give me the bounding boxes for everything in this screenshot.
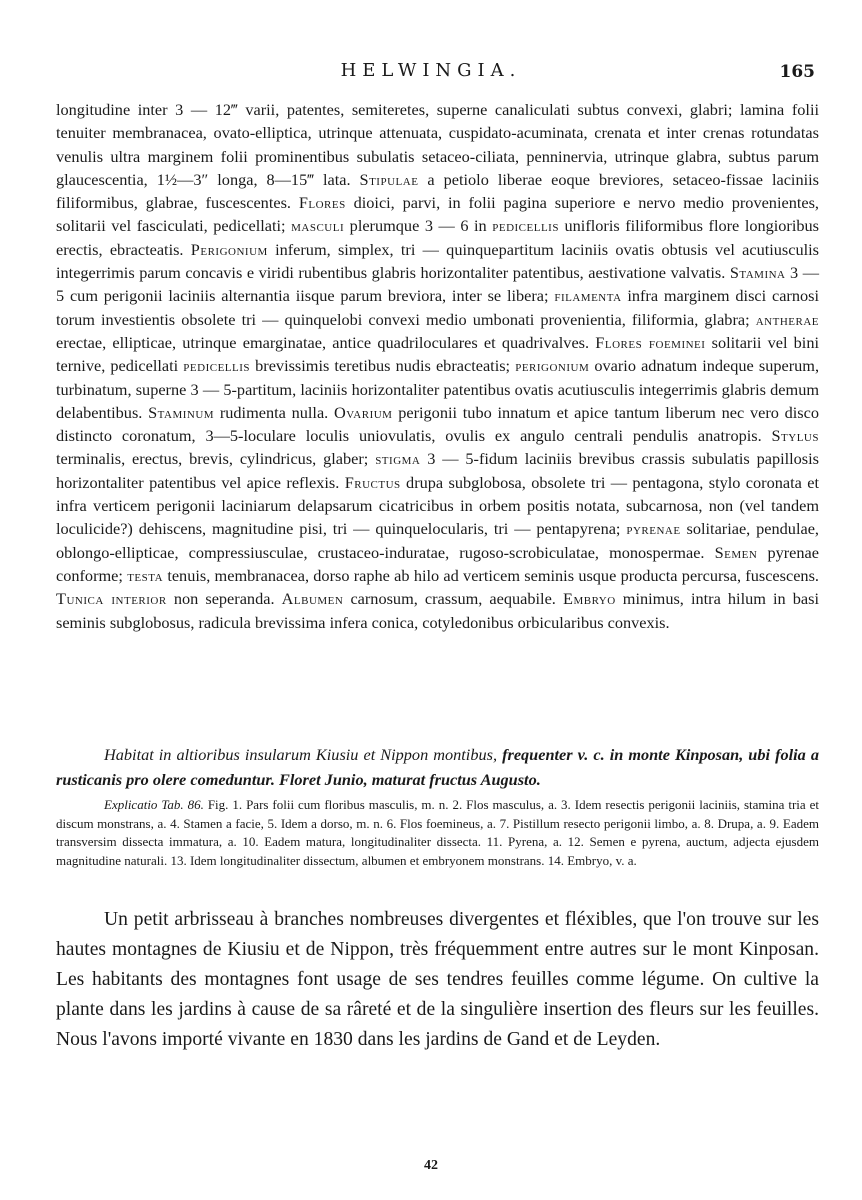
term-pedicellis: pedicellis	[183, 356, 251, 376]
desc-text: tenuis, membranacea, dorso raphe ab hilo ad verticem seminis usque producta percursa, fuscescens.	[167, 565, 819, 585]
french-paragraph: Un petit arbrisseau à branches nombreuses divergentes et fléxibles, que l'on trouve sur les hautes montagnes de Kiusiu et de Nippon, très fréquemment entre autres sur le mont Kinposan. Les habitants des montagnes font usage de ses tendres feuilles comme légume. On cultive la plante dans les jardins à cause de sa râreté et de la singulière insertion des fleurs sur les feuilles. Nous l'avons importé vivante en 1830 dans les jardins de Gand et de Leyden.	[56, 909, 819, 1050]
desc-text: 3 — 5-fidum laciniis brevibus crassis subulatis papillosis horizontaliter patentibus vel apice reflexis.	[56, 449, 820, 492]
term-stigma: stigma	[375, 449, 421, 469]
habitat-main: Habitat in altioribus insularum Kiusiu et Nippon montibus,	[104, 745, 498, 764]
desc-text: a petiolo liberae eoque breviores, setaceo-fissae laciniis filiformibus, glabrae, fuscescentes.	[56, 169, 819, 213]
desc-text: ovario adnatum indeque superum, turbinatum, superne 3 — 5-partitum, laciniis horizontaliter patentibus ovatis acutiusculis integerrimis glabris demum delabentibus.	[56, 356, 820, 422]
desc-text: erectae, ellipticae, utrinque emarginatae, antice quadriloculares et quadrivalves.	[56, 332, 590, 352]
plate-explanation-text: Fig. 1. Pars folii cum floribus masculis, m. n. 2. Flos masculus, a. 3. Idem resectis perigonii laciniis, stamina tria et discum monstrans, a. 4. Stamen a facie, 5. Idem a dorso, m. n. 6. Flos foemineus, a. 7. Pistillum resecto perigonii limbo, a. 8. Drupa, a. 9. Eadem transversim dissecta immatura, a. 10. Eadem matura, longitudinaliter dissecta. 11. Pyrena, a. 12. Semen e pyrena, auctum, adjecta ejusdem magnitudine naturali. 13. Idem longitudinaliter dissectum, albumen et embryonem monstrans. 14. Embryo, v. a.	[56, 797, 820, 868]
term-ovarium: Ovarium	[334, 402, 393, 422]
desc-text: solitariae, pendulae, oblongo-ellipticae, compressiusculae, crustaceo-induratae, rugoso-scrobiculatae, monospermae.	[56, 519, 819, 562]
signature-mark: 42	[424, 1158, 438, 1173]
term-flores: Flores	[298, 193, 346, 213]
term-flores-foeminei: Flores foeminei	[595, 332, 706, 352]
term-perigonium: perigonium	[515, 356, 590, 376]
term-testa: testa	[127, 565, 164, 585]
desc-text: solitarii vel bini ternive, pedicellati	[56, 332, 819, 376]
term-filamenta: filamenta	[554, 286, 622, 306]
desc-text: terminalis, erectus, brevis, cylindricus, glaber;	[56, 449, 369, 469]
desc-text: rudimenta nulla.	[219, 402, 329, 422]
desc-text: pyrenae conforme;	[56, 542, 819, 585]
term-staminum: Staminum	[148, 402, 215, 422]
term-tunica: Tunica interior	[56, 589, 167, 609]
desc-text: dioici, parvi, in folii pagina superiore e nervo medio provenientes, solitarii vel fasciculati, pedicellati;	[56, 193, 819, 236]
desc-text: minimus, intra hilum in basi seminis subglobosus, radicula brevissima infera conica, cotyledonibus orbicularibus convexis.	[56, 589, 819, 632]
term-pedicellis: pedicellis	[492, 216, 559, 236]
term-stamina: Stamina	[729, 263, 786, 283]
habitat-end: frequenter v. c. in monte Kinposan, ubi folia a rusticanis pro olere comeduntur. Floret Junio, maturat fructus Augusto.	[56, 745, 819, 789]
term-antherae: antherae	[755, 309, 819, 329]
page-number: 165	[779, 62, 815, 82]
desc-text: plerumque 3 — 6 in	[349, 216, 487, 236]
desc-text: infra marginem disci carnosi torum investientis obsolete tri — quinquelobi convexi medio umbonati provenientia, filiformia, glabra;	[56, 286, 819, 329]
term-semen: Semen	[714, 542, 758, 562]
desc-text: carnosum, crassum, aequabile.	[350, 589, 556, 609]
term-albumen: Albumen	[281, 589, 344, 609]
term-perigonium: Perigonium	[190, 239, 268, 259]
term-fructus: Fructus	[344, 472, 401, 492]
plate-explanation	[56, 796, 819, 870]
habitat-paragraph	[56, 742, 819, 792]
term-stipulae: Stipulae	[359, 169, 419, 189]
running-title: HELWINGIA.	[340, 60, 522, 81]
plate-explanation-lead: Explicatio Tab. 86.	[104, 797, 204, 812]
latin-description	[56, 98, 819, 634]
desc-text: 3 — 5 cum perigonii laciniis alternantia iisque parum breviora, inter se libera;	[56, 263, 820, 306]
desc-text: brevissimis teretibus nudis ebracteatis;	[255, 356, 511, 376]
desc-text: unifloris filiformibus flore longioribus erectis, ebracteatis.	[56, 216, 819, 259]
desc-text: perigonii tubo innatum et apice tantum liberum nec vero disco distincto coronatum, 3—5-loculare loculis uniovulatis, ovulis ex angulo centrali pendulis anatropis.	[56, 402, 820, 446]
desc-text: longitudine inter 3 — 12‴ varii, patentes, semiteretes, superne canaliculati subtus convexi, glabri; lamina folii tenuiter membranacea, ovato-elliptica, utrinque attenuata, cuspidato-acuminata, crenata et inter crenas rotundatas venulis ultra marginem folii prominentibus subulatis setaceo-ciliata, penninervia, utrinque glabra, subtus parum glaucescentia, 1½—3″ longa, 8—15‴ lata.	[56, 100, 819, 189]
term-stylus: Stylus	[771, 426, 819, 446]
term-masculi: masculi	[291, 216, 345, 236]
desc-text: inferum, simplex, tri — quinquepartitum laciniis ovatis obtusis vel acutiusculis integerrimis parum concavis e viridi rubentibus glabris horizontaliter patentibus, aestivatione valvatis.	[56, 239, 819, 283]
term-embryo: Embryo	[563, 589, 616, 609]
term-pyrenae: pyrenae	[626, 519, 681, 539]
desc-text: non seperanda.	[173, 589, 275, 609]
desc-text: drupa subglobosa, obsolete tri — pentagona, stylo coronata et infra verticem perigonii laciniarum delapsarum cicatricibus in orbem positis notata, subcarnosa, non (vel tandem loculicide?) dehiscens, magnitudine pisi, tri — quinquelocularis, tri — pentapyrena;	[56, 472, 819, 539]
